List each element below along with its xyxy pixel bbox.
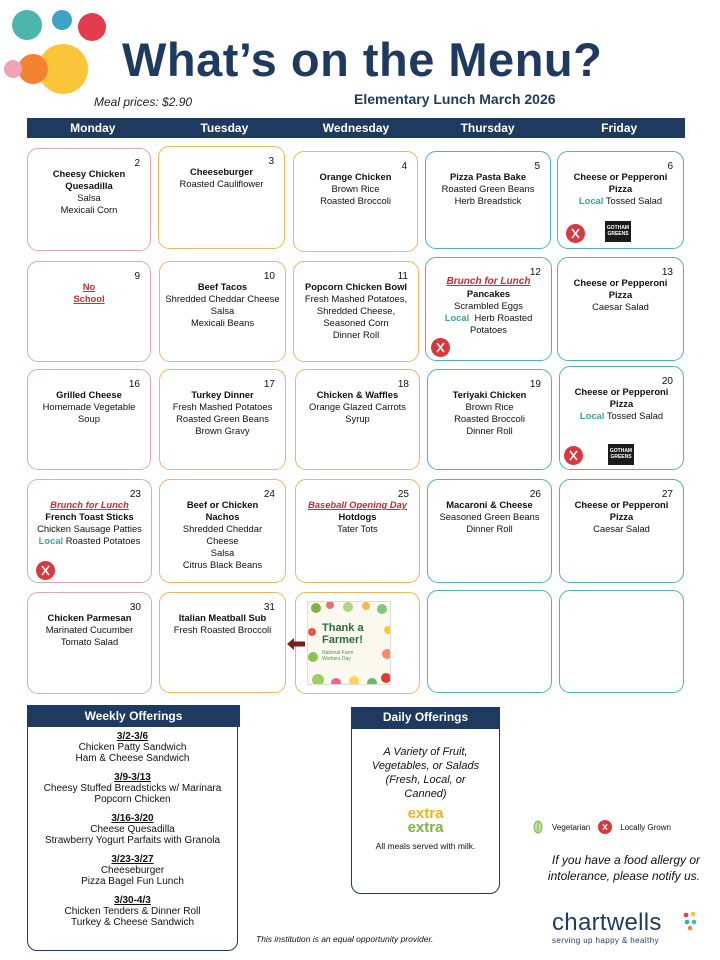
menu-item: Pizza — [608, 183, 633, 194]
menu-items — [298, 389, 417, 425]
menu-items — [30, 499, 149, 547]
day-cell-6 — [557, 151, 684, 249]
menu-items — [560, 171, 681, 207]
menu-item: Beef or Chicken — [186, 499, 259, 510]
equal-opportunity-note: This institution is an equal opportunity provider. — [256, 934, 434, 944]
vegetarian-icon — [532, 820, 544, 834]
brand-name: chartwells — [552, 909, 662, 936]
day-cell-26 — [427, 479, 552, 583]
menu-item: Macaroni & Cheese — [446, 499, 533, 510]
day-cell-18 — [295, 369, 420, 470]
menu-item: Pizza Pasta Bake — [449, 171, 527, 182]
day-tuesday: Tuesday — [200, 121, 249, 135]
date-number: 3 — [268, 156, 274, 167]
local-label: Local — [38, 535, 64, 546]
menu-item: Pizza — [609, 398, 634, 409]
weekday-header — [27, 118, 685, 138]
day-cell-5 — [425, 151, 551, 249]
date-number: 6 — [667, 161, 673, 172]
date-number: 18 — [397, 379, 409, 390]
menu-items — [30, 281, 148, 305]
no-school-label: School — [73, 293, 105, 304]
day-cell-20 — [559, 366, 684, 470]
menu-items — [162, 389, 283, 437]
menu-item: Citrus Black Beans — [182, 559, 263, 570]
event-label: Baseball Opening Day — [308, 499, 407, 510]
menu-items — [296, 171, 415, 207]
day-friday: Friday — [601, 121, 638, 135]
legend-local: Locally Grown — [620, 822, 671, 832]
offering-item: Chicken Tenders & Dinner Roll — [64, 906, 201, 917]
menu-item: Brown Rice — [331, 183, 380, 194]
day-cell-10 — [159, 261, 286, 362]
menu-item: Cheese or Pepperoni — [573, 277, 668, 288]
week-range: 3/30-4/3 — [114, 895, 151, 906]
day-cell-25 — [295, 479, 420, 583]
menu-item: French Toast Sticks — [45, 511, 134, 522]
date-number: 9 — [134, 271, 140, 282]
day-cell-11 — [293, 261, 419, 362]
menu-items — [562, 386, 681, 422]
menu-items — [30, 389, 148, 425]
week-range: 3/9-3/13 — [114, 772, 151, 783]
day-cell-2 — [27, 148, 151, 251]
date-number: 31 — [263, 602, 275, 613]
menu-item: Tomato Salad — [60, 636, 119, 647]
decor-dot — [12, 10, 42, 40]
day-cell-12 — [425, 257, 552, 361]
day-thursday: Thursday — [460, 121, 515, 135]
decor-dot — [18, 54, 48, 84]
day-wednesday: Wednesday — [322, 121, 390, 135]
menu-item: Dinner Roll — [466, 425, 513, 436]
day-cell-13 — [557, 257, 684, 361]
date-number: 19 — [529, 379, 541, 390]
menu-item: Syrup — [345, 413, 370, 424]
local-tomato-icon — [566, 224, 585, 243]
arrow-left-icon — [287, 638, 305, 650]
menu-item: Shredded Cheddar — [182, 523, 263, 534]
menu-item: Seasoned Green Beans — [439, 511, 540, 522]
milk-note: All meals served with milk. — [375, 841, 476, 851]
event-label: Brunch for Lunch — [446, 276, 531, 287]
menu-items — [30, 612, 149, 648]
day-cell-23 — [27, 479, 152, 583]
date-number: 23 — [129, 489, 141, 500]
week-group — [28, 772, 237, 805]
menu-item: Mexicali Corn — [60, 204, 118, 215]
menu-items — [428, 171, 548, 207]
menu-item: Brown Rice — [465, 401, 514, 412]
weekly-offerings-box — [27, 726, 238, 951]
menu-items — [298, 499, 417, 535]
offering-item: Cheeseburger — [100, 865, 165, 876]
menu-item: Cheesy Chicken — [52, 168, 126, 179]
menu-item: Orange Chicken — [319, 171, 392, 182]
day-monday: Monday — [70, 121, 116, 135]
day-cell-thu-empty — [427, 590, 552, 693]
daily-description: A Variety of Fruit, Vegetables, or Salads (Fresh, Local, or Canned) — [371, 746, 480, 800]
menu-item: Cheese — [206, 535, 239, 546]
decor-dot — [52, 10, 72, 30]
weekly-offerings-header: Weekly Offerings — [27, 705, 240, 727]
menu-items — [560, 277, 681, 313]
offering-item: Chicken Patty Sandwich — [78, 742, 187, 753]
menu-item: Chicken Parmesan — [47, 612, 132, 623]
local-label: Local — [579, 410, 605, 421]
menu-item: Orange Glazed Carrots — [309, 401, 406, 412]
day-cell-9 — [27, 261, 151, 362]
menu-item: Teriyaki Chicken — [452, 389, 527, 400]
menu-items — [162, 281, 283, 329]
menu-item: Turkey Dinner — [191, 389, 254, 400]
day-cell-31 — [159, 592, 286, 693]
menu-item: Beef Tacos — [197, 281, 248, 292]
farmer-subtitle: National Farm Workers Day — [322, 650, 354, 662]
day-cell-17 — [159, 369, 286, 470]
menu-item: Caesar Salad — [593, 523, 650, 534]
daily-offerings-box — [351, 728, 500, 894]
menu-item: Fresh Mashed Potatoes — [172, 401, 273, 412]
allergy-note: If you have a food allergy or intolerance, please notify us. — [547, 853, 700, 883]
menu-item: Roasted Broccoli — [320, 195, 391, 206]
menu-item: Roasted Cauliflower — [179, 178, 264, 189]
menu-item: Shredded Cheese, — [316, 305, 396, 316]
legend — [532, 820, 671, 834]
menu-item — [428, 312, 549, 324]
menu-item: Dinner Roll — [466, 523, 513, 534]
local-tomato-icon — [36, 561, 55, 580]
farmer-heading: Thank a Farmer! — [322, 622, 364, 646]
menu-item: Scrambled Eggs — [454, 300, 523, 311]
menu-item — [562, 410, 681, 422]
week-group — [28, 895, 237, 928]
day-cell-16 — [27, 369, 151, 470]
date-number: 13 — [661, 267, 673, 278]
day-cell-4 — [293, 151, 418, 252]
day-cell-fri-empty — [559, 590, 684, 693]
menu-item — [30, 535, 149, 547]
menu-item: Cheese or Pepperoni — [574, 499, 669, 510]
date-number: 4 — [401, 161, 407, 172]
week-range: 3/23-3/27 — [111, 854, 154, 865]
day-cell-27 — [559, 479, 684, 583]
date-number: 20 — [661, 376, 673, 387]
day-cell-3 — [158, 146, 285, 249]
date-number: 30 — [129, 602, 141, 613]
menu-item: Dinner Roll — [332, 329, 380, 340]
menu-item: Roasted Green Beans — [441, 183, 535, 194]
date-number: 24 — [263, 489, 275, 500]
offering-item: Cheesy Stuffed Breadsticks w/ Marinara — [43, 783, 222, 794]
week-group — [28, 813, 237, 846]
menu-item: Pancakes — [466, 288, 511, 299]
menu-item: Homemade Vegetable — [42, 401, 136, 412]
offering-item: Pizza Bagel Fun Lunch — [81, 876, 184, 887]
menu-item: Caesar Salad — [592, 301, 649, 312]
menu-item: Soup — [78, 413, 100, 424]
menu-items — [562, 499, 681, 535]
menu-item: Cheese or Pepperoni — [573, 171, 668, 182]
menu-item: Cheeseburger — [189, 166, 254, 177]
menu-item: Chicken Sausage Patties — [37, 523, 142, 534]
date-number: 25 — [397, 489, 409, 500]
menu-item: Shredded Cheddar Cheese — [165, 293, 280, 304]
menu-item-text: Tossed Salad — [606, 410, 664, 421]
date-number: 5 — [534, 161, 540, 172]
local-label: Local — [444, 312, 470, 323]
menu-items — [162, 499, 283, 571]
menu-items — [30, 168, 148, 216]
daily-offerings-header: Daily Offerings — [351, 707, 500, 728]
offering-item: Strawberry Yogurt Parfaits with Granola — [44, 835, 221, 846]
legend-vegetarian: Vegetarian — [552, 822, 591, 832]
menu-item-text: Herb Roasted — [474, 312, 533, 323]
local-tomato-icon — [598, 820, 612, 834]
menu-items — [296, 281, 416, 341]
local-tomato-icon — [564, 446, 583, 465]
menu-item — [560, 195, 681, 207]
event-label: Brunch for Lunch — [50, 499, 129, 510]
gotham-greens-logo: GOTHAM GREENS — [608, 444, 634, 465]
decor-dot — [78, 13, 106, 41]
menu-item: Roasted Green Beans — [176, 413, 269, 424]
decor-dot — [4, 60, 22, 78]
week-range: 3/2-3/6 — [116, 731, 149, 742]
date-number: 27 — [661, 489, 673, 500]
meal-prices: Meal prices: $2.90 — [94, 95, 193, 109]
menu-item: Mexicali Beans — [190, 317, 255, 328]
offering-item: Ham & Cheese Sandwich — [75, 753, 190, 764]
menu-item: Fresh Roasted Broccoli — [173, 624, 272, 635]
week-group — [28, 854, 237, 887]
week-range: 3/16-3/20 — [111, 813, 154, 824]
menu-items — [428, 276, 549, 336]
menu-items — [430, 389, 549, 437]
extra-extra-logo: extra extra — [407, 805, 444, 836]
week-group — [28, 731, 237, 764]
menu-item: Nachos — [205, 511, 240, 522]
menu-item: Hotdogs — [338, 511, 377, 522]
no-school-label: No — [82, 281, 96, 292]
menu-item: Italian Meatball Sub — [178, 612, 267, 623]
menu-item: Potatoes — [469, 324, 507, 335]
menu-item: Salsa — [77, 192, 101, 203]
menu-item: Herb Breadstick — [454, 195, 522, 206]
local-label: Local — [578, 195, 604, 206]
offering-item: Turkey & Cheese Sandwich — [70, 917, 195, 928]
day-cell-19 — [427, 369, 552, 470]
gotham-greens-logo: GOTHAM GREENS — [605, 221, 631, 242]
menu-item: Popcorn Chicken Bowl — [304, 281, 408, 292]
menu-item: Pizza — [609, 511, 634, 522]
menu-item: Pizza — [608, 289, 633, 300]
menu-item: Quesadilla — [65, 180, 113, 191]
menu-item: Grilled Cheese — [56, 389, 122, 400]
day-cell-24 — [159, 479, 286, 583]
menu-items — [161, 166, 282, 190]
local-tomato-icon — [431, 338, 450, 357]
menu-item: Chicken & Waffles — [316, 389, 399, 400]
thank-a-farmer-card — [307, 601, 391, 685]
day-cell-30 — [27, 592, 152, 694]
chartwells-logo — [552, 911, 662, 945]
menu-item: Tater Tots — [337, 523, 378, 534]
menu-item-text: Roasted Potatoes — [65, 535, 141, 546]
menu-item: Salsa — [210, 305, 235, 316]
date-number: 10 — [263, 271, 275, 282]
page-title: What’s on the Menu? — [122, 33, 603, 86]
menu-item: Fresh Mashed Potatoes, — [304, 293, 408, 304]
date-number: 16 — [128, 379, 140, 390]
date-number: 26 — [529, 489, 541, 500]
menu-item: Brown Gravy — [195, 425, 250, 436]
brand-dots-icon — [682, 911, 700, 931]
menu-item: Marinated Cucumber — [45, 624, 134, 635]
menu-items — [162, 612, 283, 636]
date-number: 17 — [263, 379, 275, 390]
menu-item-text: Tossed Salad — [605, 195, 663, 206]
menu-item: Seasoned Corn — [323, 317, 389, 328]
date-number: 12 — [529, 267, 541, 278]
menu-item: Roasted Broccoli — [454, 413, 525, 424]
offering-item: Cheese Quesadilla — [90, 824, 175, 835]
menu-item: Cheese or Pepperoni — [574, 386, 669, 397]
date-number: 11 — [397, 271, 408, 282]
offering-item: Popcorn Chicken — [94, 794, 171, 805]
menu-subtitle: Elementary Lunch March 2026 — [354, 91, 556, 107]
date-number: 2 — [134, 158, 140, 169]
brand-tagline: serving up happy & healthy — [552, 936, 659, 945]
menu-item: Salsa — [210, 547, 235, 558]
menu-items — [430, 499, 549, 535]
